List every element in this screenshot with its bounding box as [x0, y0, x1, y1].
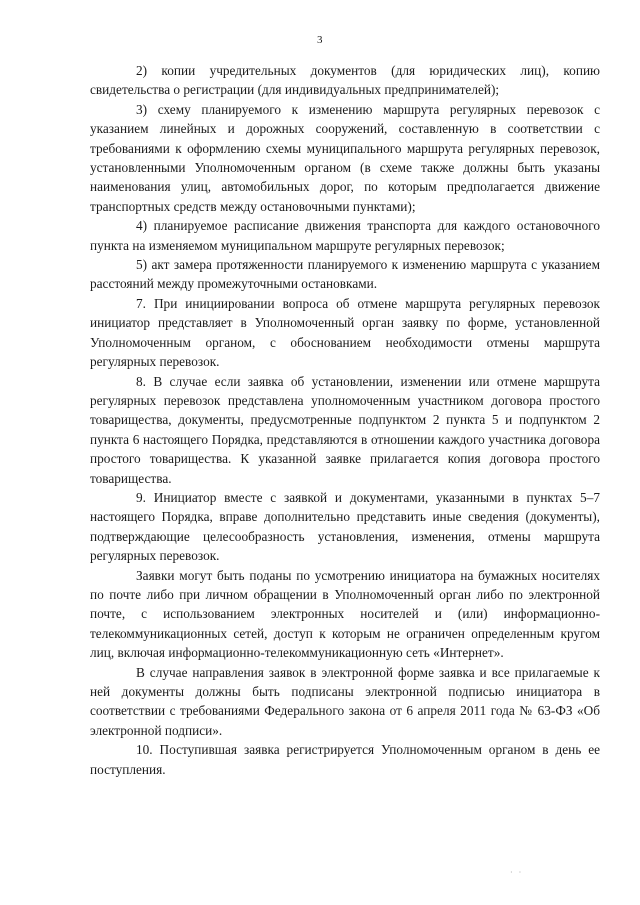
paragraph-item-8: 8. В случае если заявка об установлении, изменении или отмене маршрута регулярных перевозок представлена уполномоченным участником договора простого товарищества, документы, предусмотренные подпунктом 2 пункта 5 и подпунктом 2 пункта 6 настоящего Порядка, представляются в отношении каждого участника договора простого товарищества. К указанной заявке прилагается копия договора простого товарищества.	[90, 373, 600, 486]
paragraph-item-7: 7. При инициировании вопроса об отмене маршрута регулярных перевозок инициатор представляет в Уполномоченный орган заявку по форме, установленной Уполномоченным органом, с обоснованием необходимости отмены маршрута регулярных перевозок.	[90, 295, 600, 370]
document-body	[90, 61, 600, 779]
paragraph-item-9: 9. Инициатор вместе с заявкой и документами, указанными в пунктах 5–7 настоящего Порядка, вправе дополнительно представить иные сведения (документы), подтверждающие целесообразность установления, изменения, отмены маршрута регулярных перевозок.	[90, 489, 600, 564]
paragraph-length-measurement: 5) акт замера протяженности планируемого к изменению маршрута с указанием расстояний между промежуточными остановками.	[90, 257, 600, 292]
page-number: 3	[317, 34, 323, 46]
paragraph-route-scheme: 3) схему планируемого к изменению маршрута регулярных перевозок с указанием линейных и дорожных сооружений, составленную в соответствии с требованиями к оформлению схемы муниципального маршрута регулярных перевозок, установленными Уполномоченным органом (в схеме также должны быть указаны наименования улиц, автомобильных дорог, по которым предполагается движение транспортных средств между остановочными пунктами);	[90, 101, 600, 214]
paragraph-item-10: 10. Поступившая заявка регистрируется Уполномоченным органом в день ее поступления.	[90, 742, 600, 777]
paragraph-electronic-signature: В случае направления заявок в электронной форме заявка и все прилагаемые к ней документы должны быть подписаны электронной подписью инициатора в соответствии с требованиями Федерального закона от 6 апреля 2011 года № 63-ФЗ «Об электронной подписи».	[90, 664, 600, 738]
paragraph-submission-methods: Заявки могут быть поданы по усмотрению инициатора на бумажных носителях по почте либо при личном обращении в Уполномоченный орган либо по электронной почте, с использованием электронных носителей и (или) информационно-телекоммуникационных сетей, доступ к которым не ограничен определенным кругом лиц, включая информационно-телекоммуникационную сеть «Интернет».	[90, 567, 600, 661]
paragraph-copies-of-documents: 2) копии учредительных документов (для юридических лиц), копию свидетельства о регистрации (для индивидуальных предпринимателей);	[90, 63, 600, 98]
scan-speck: · ·	[510, 868, 524, 877]
paragraph-schedule: 4) планируемое расписание движения транспорта для каждого остановочного пункта на изменяемом муниципальном маршруте регулярных перевозок;	[90, 218, 600, 253]
